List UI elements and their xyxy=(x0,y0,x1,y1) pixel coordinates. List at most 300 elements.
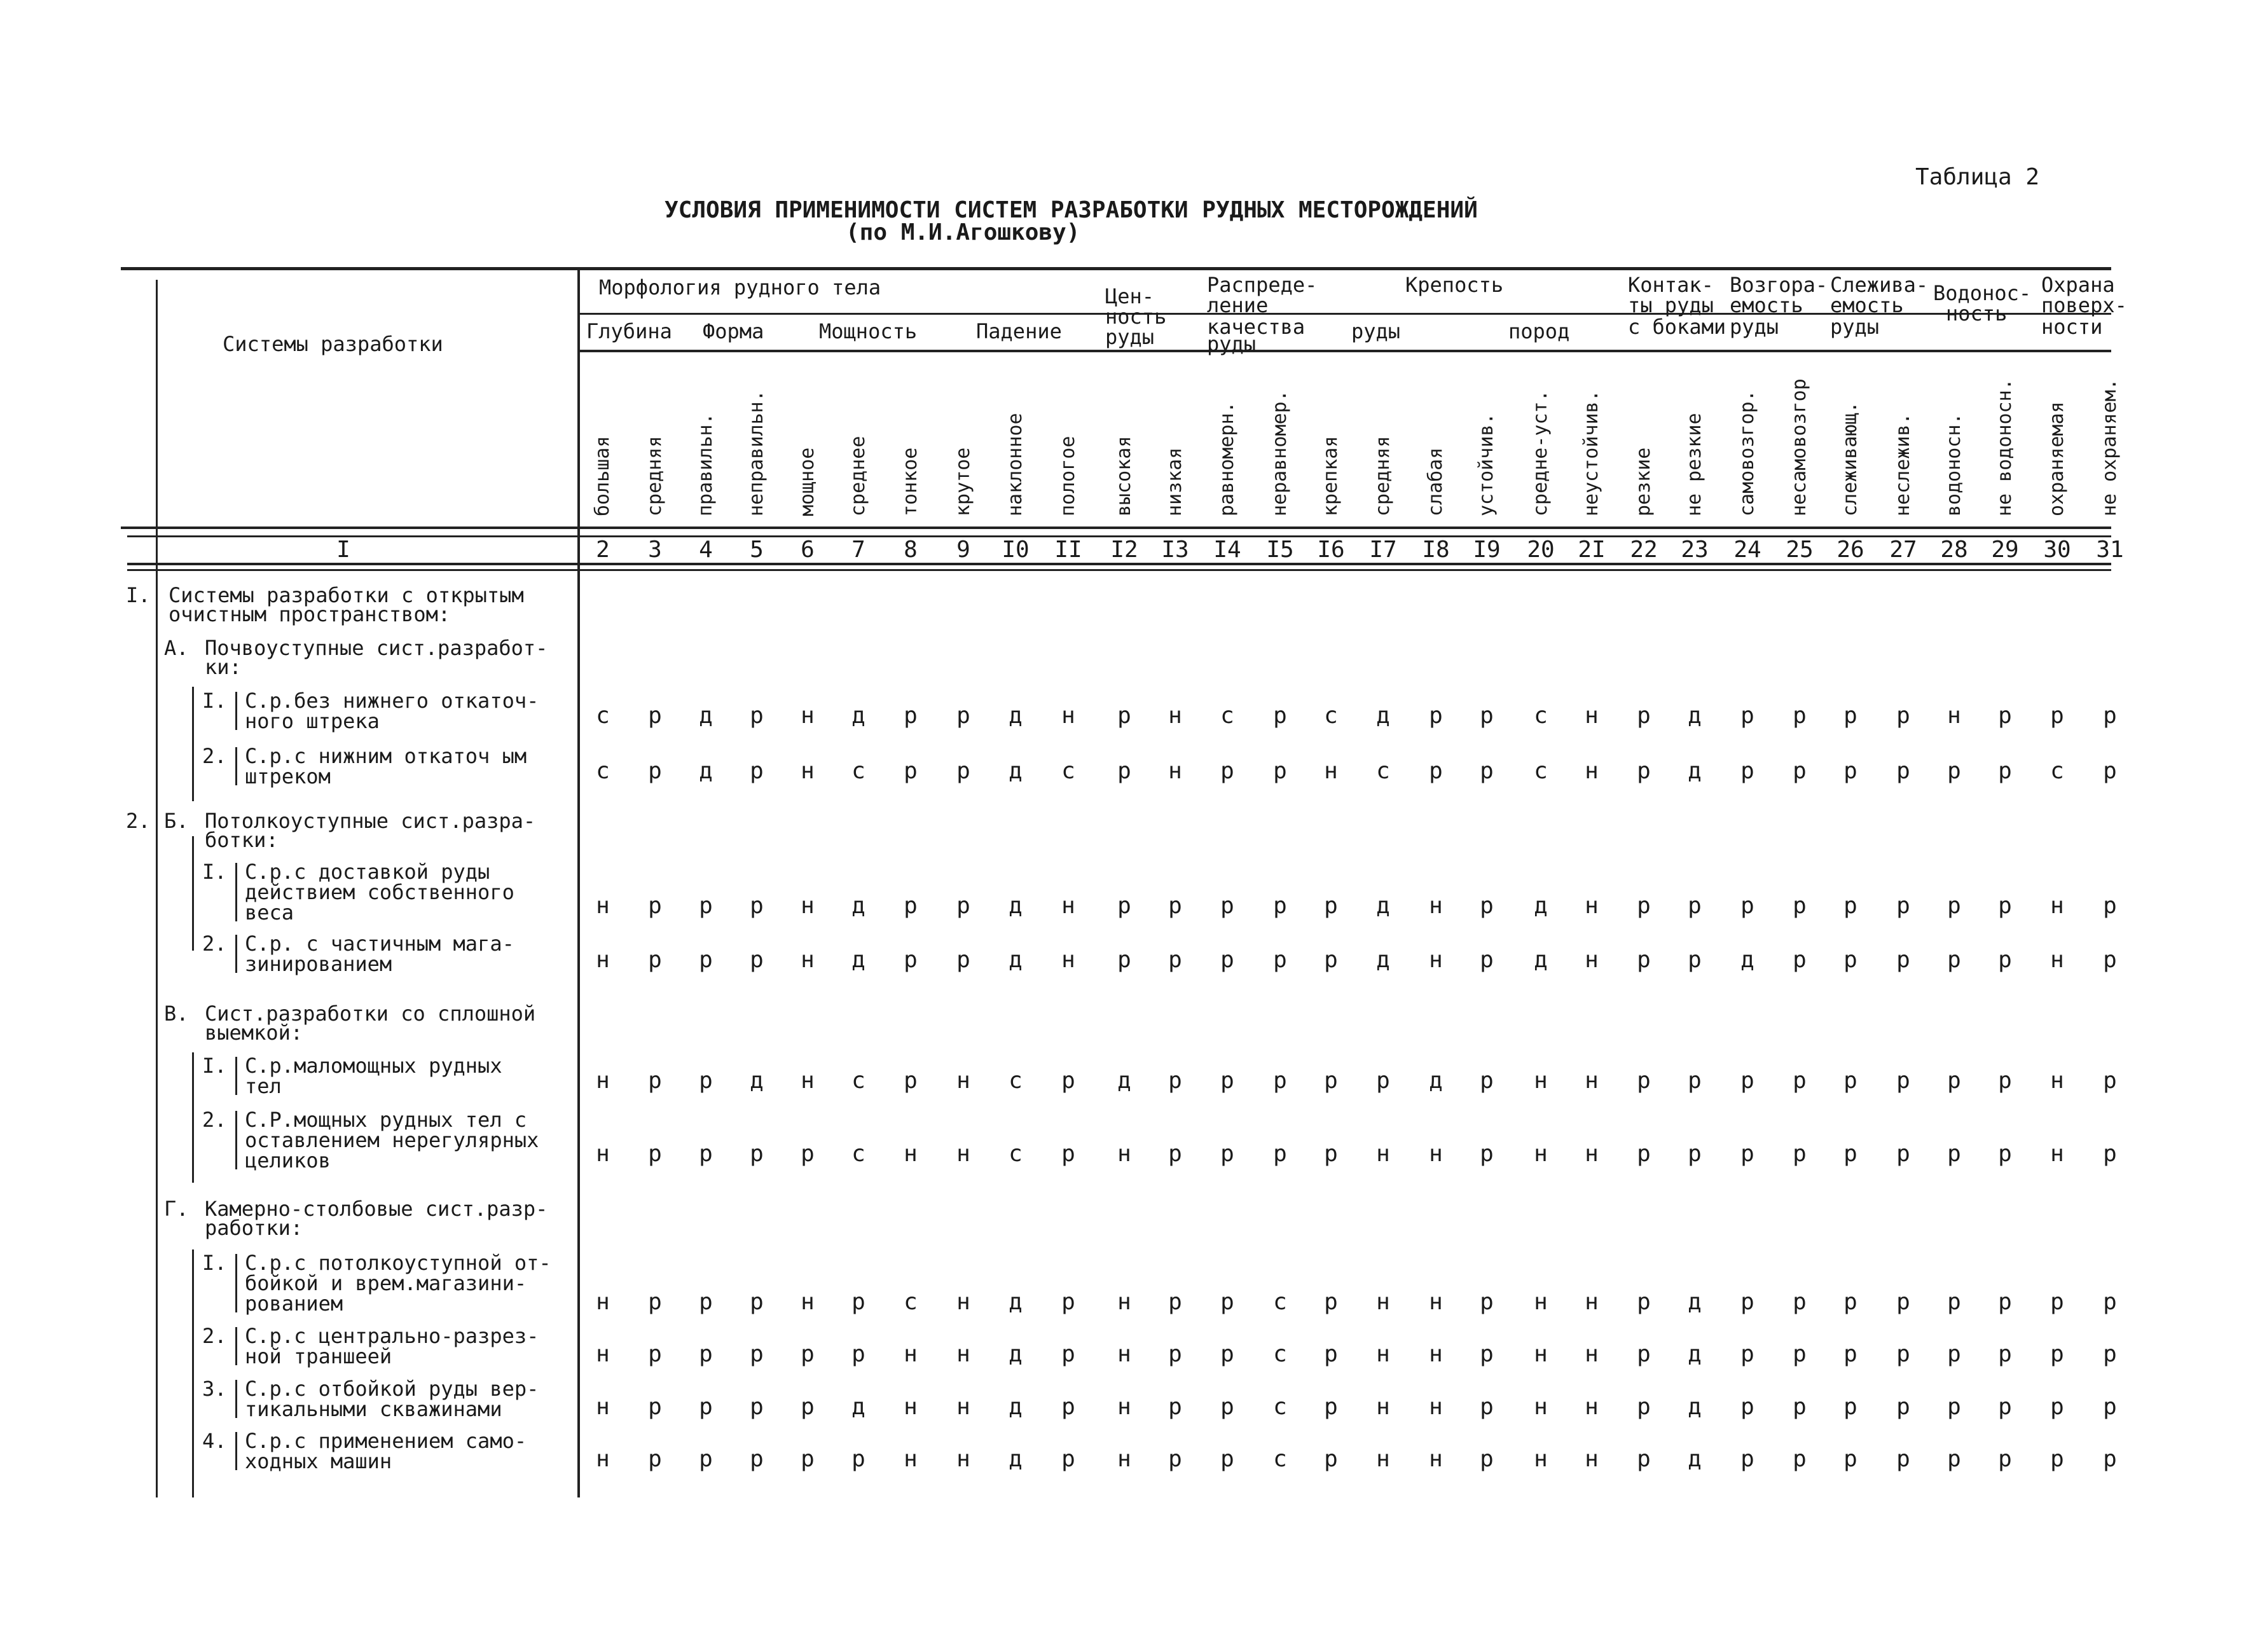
table-cell: р xyxy=(1947,1068,1961,1094)
table-cell: р xyxy=(750,893,764,919)
table-cell: р xyxy=(1896,1068,1910,1094)
table-label: Таблица 2 xyxy=(1915,164,2040,190)
table-cell: р xyxy=(1480,1289,1494,1315)
table-cell: р xyxy=(2103,1394,2117,1420)
table-cell: р xyxy=(750,947,764,973)
table-cell: с xyxy=(1273,1289,1287,1315)
table-cell: р xyxy=(1896,947,1910,973)
table-cell: с xyxy=(1534,703,1548,729)
table-cell: д xyxy=(1688,703,1702,729)
table-cell: р xyxy=(648,758,662,784)
column-number: 2 xyxy=(596,537,610,563)
header-distrib-1: Распреде- xyxy=(1207,273,1318,297)
table-cell: н xyxy=(1117,1289,1131,1315)
table-cell: р xyxy=(1220,1446,1234,1472)
table-cell: р xyxy=(1843,1394,1857,1420)
column-number: 22 xyxy=(1630,537,1658,563)
table-cell: р xyxy=(1843,1446,1857,1472)
table-cell: н xyxy=(2050,1068,2064,1094)
table-cell: д xyxy=(1688,1289,1702,1315)
row-label-divider xyxy=(235,1327,237,1365)
table-cell: р xyxy=(1637,1446,1651,1472)
table-cell: р xyxy=(1740,1141,1754,1167)
column-number: I3 xyxy=(1161,537,1189,563)
table-cell: р xyxy=(699,893,713,919)
column-header-8: тонкое xyxy=(899,447,921,516)
table-cell: д xyxy=(699,758,713,784)
section-g-line1: Камерно-столбовые сист.разр- xyxy=(205,1197,548,1221)
header-contacts-2: ты руды xyxy=(1628,293,1714,317)
column-header-10: наклонное xyxy=(1004,413,1026,516)
column-header-23: не резкие xyxy=(1683,413,1705,516)
table-cell: н xyxy=(1534,1446,1548,1472)
sect-b-vertical xyxy=(192,836,194,951)
table-cell: р xyxy=(1843,1141,1857,1167)
row-label-line: ного штрека xyxy=(245,709,380,733)
table-cell: р xyxy=(1168,1446,1182,1472)
table-cell: р xyxy=(1793,1068,1807,1094)
table-cell: н xyxy=(596,1068,610,1094)
column-header-27: неслежив. xyxy=(1892,413,1914,516)
column-header-30: охраняемая xyxy=(2046,401,2068,516)
table-cell: р xyxy=(1740,703,1754,729)
column-header-31: не охраняем. xyxy=(2098,378,2121,516)
table-cell: р xyxy=(801,1394,815,1420)
table-cell: н xyxy=(1429,1341,1443,1367)
table-cell: р xyxy=(1637,703,1651,729)
column-header-26: слеживающ. xyxy=(1839,401,1861,516)
column-header-14: равномерн. xyxy=(1216,401,1238,516)
table-cell: н xyxy=(1585,947,1599,973)
column-number: 6 xyxy=(801,537,815,563)
table-cell: р xyxy=(1273,758,1287,784)
table-cell: д xyxy=(750,1068,764,1094)
table-cell: р xyxy=(2103,893,2117,919)
table-cell: р xyxy=(1220,1341,1234,1367)
section-2-num: 2. xyxy=(126,809,151,833)
table-cell: р xyxy=(1740,1068,1754,1094)
table-cell: н xyxy=(1061,893,1075,919)
column-number: 30 xyxy=(2043,537,2071,563)
table-cell: д xyxy=(1009,1289,1023,1315)
table-cell: н xyxy=(904,1341,918,1367)
table-cell: р xyxy=(1480,893,1494,919)
table-cell: р xyxy=(1273,703,1287,729)
header-morphology: Морфология рудного тела xyxy=(599,275,881,299)
row-index: 4. xyxy=(202,1429,227,1453)
column-header-4: правильн. xyxy=(694,413,717,516)
table-cell: р xyxy=(1429,703,1443,729)
table-cell: р xyxy=(1998,893,2012,919)
table-cell: р xyxy=(1061,1446,1075,1472)
header-thickness: Мощность xyxy=(819,319,918,343)
column-header-24: самовозгор. xyxy=(1736,390,1758,516)
header-form: Форма xyxy=(703,319,764,343)
table-cell: н xyxy=(1429,1141,1443,1167)
column-number: I9 xyxy=(1473,537,1501,563)
column-number: 8 xyxy=(904,537,918,563)
table-cell: р xyxy=(1061,1341,1075,1367)
systems-vertical xyxy=(577,267,580,1497)
row-index: 2. xyxy=(202,1108,227,1132)
column-header-5: неправильн. xyxy=(745,390,768,516)
table-cell: н xyxy=(1585,1394,1599,1420)
table-cell: р xyxy=(956,947,970,973)
column-header-9: крутое xyxy=(952,447,974,516)
table-cell: р xyxy=(750,1141,764,1167)
table-cell: н xyxy=(1168,703,1182,729)
table-cell: р xyxy=(1324,1141,1338,1167)
column-number: 3 xyxy=(648,537,662,563)
table-cell: н xyxy=(1534,1289,1548,1315)
table-cell: р xyxy=(699,947,713,973)
table-cell: д xyxy=(1009,703,1023,729)
header-water-2: ность xyxy=(1946,301,2008,326)
section-v-line1: Сист.разработки со сплошной xyxy=(205,1002,536,1026)
table-cell: р xyxy=(1376,1068,1390,1094)
table-cell: р xyxy=(801,1446,815,1472)
table-cell: н xyxy=(2050,947,2064,973)
column-header-16: крепкая xyxy=(1319,436,1342,516)
row-index: I. xyxy=(202,1251,227,1275)
table-cell: н xyxy=(596,1289,610,1315)
table-cell: н xyxy=(801,1289,815,1315)
table-cell: р xyxy=(699,1341,713,1367)
table-cell: н xyxy=(956,1068,970,1094)
table-cell: н xyxy=(1429,1394,1443,1420)
column-header-2: большая xyxy=(591,436,614,516)
table-cell: р xyxy=(1843,947,1857,973)
table-cell: н xyxy=(596,947,610,973)
table-cell: р xyxy=(1637,1394,1651,1420)
table-cell: н xyxy=(1117,1394,1131,1420)
section-a-line2: ки: xyxy=(205,655,242,679)
table-cell: р xyxy=(956,703,970,729)
row-label-divider xyxy=(235,863,237,921)
table-cell: р xyxy=(1688,947,1702,973)
column-header-6: мощное xyxy=(796,447,818,516)
row-label-divider xyxy=(235,692,237,730)
table-cell: р xyxy=(648,1289,662,1315)
table-cell: н xyxy=(596,1341,610,1367)
row-label-divider xyxy=(235,1254,237,1312)
table-cell: н xyxy=(956,1394,970,1420)
header-bottom-rule xyxy=(121,527,2111,529)
table-cell: р xyxy=(1061,1289,1075,1315)
table-cell: р xyxy=(1220,1289,1234,1315)
table-cell: р xyxy=(1168,1141,1182,1167)
left-vertical xyxy=(156,280,158,1497)
table-cell: н xyxy=(1061,947,1075,973)
table-cell: н xyxy=(801,758,815,784)
vertical-headers-rule xyxy=(580,350,2111,352)
table-cell: р xyxy=(2103,1068,2117,1094)
table-cell: р xyxy=(1220,1394,1234,1420)
row-label-line: С.р.с потолкоуступной от- xyxy=(245,1251,551,1275)
table-cell: р xyxy=(1947,1141,1961,1167)
header-strength-rock: пород xyxy=(1508,319,1570,343)
table-cell: р xyxy=(750,1341,764,1367)
row-index: I. xyxy=(202,689,227,713)
table-cell: р xyxy=(1793,758,1807,784)
table-cell: р xyxy=(2103,947,2117,973)
table-cell: р xyxy=(1637,947,1651,973)
header-distrib-3: качества xyxy=(1207,315,1306,339)
table-title: УСЛОВИЯ ПРИМЕНИМОСТИ СИСТЕМ РАЗРАБОТКИ РУДНЫХ МЕСТОРОЖДЕНИЙ xyxy=(665,197,1478,223)
table-cell: р xyxy=(2103,1141,2117,1167)
table-cell: д xyxy=(851,893,865,919)
column-number: 27 xyxy=(1889,537,1917,563)
table-cell: н xyxy=(1376,1394,1390,1420)
table-cell: р xyxy=(1480,1141,1494,1167)
table-cell: р xyxy=(699,1394,713,1420)
table-cell: н xyxy=(596,1446,610,1472)
table-cell: р xyxy=(1740,1289,1754,1315)
table-cell: д xyxy=(1429,1068,1443,1094)
table-cell: р xyxy=(2103,703,2117,729)
row-label-line: С.Р.мощных рудных тел с xyxy=(245,1108,527,1132)
column-number: 4 xyxy=(699,537,713,563)
column-header-19: устойчив. xyxy=(1475,413,1498,516)
table-cell: н xyxy=(1376,1341,1390,1367)
column-number: 7 xyxy=(851,537,865,563)
table-cell: р xyxy=(1998,1341,2012,1367)
table-cell: р xyxy=(1324,1446,1338,1472)
table-cell: с xyxy=(1534,758,1548,784)
row-index: I. xyxy=(202,860,227,884)
column-number: I0 xyxy=(1002,537,1030,563)
row-label-line: С.р.с нижним откаточ ым xyxy=(245,744,527,768)
section-v-line2: выемкой: xyxy=(205,1021,303,1045)
row-label-divider xyxy=(235,1111,237,1169)
table-cell: р xyxy=(1998,758,2012,784)
header-surface-1: Охрана xyxy=(2041,273,2115,297)
table-cell: д xyxy=(1009,1341,1023,1367)
table-cell: р xyxy=(1947,1446,1961,1472)
table-cell: р xyxy=(1117,703,1131,729)
table-cell: р xyxy=(2103,1289,2117,1315)
column-number: 9 xyxy=(956,537,970,563)
header-value-3: руды xyxy=(1105,325,1155,349)
row-label-line: зинированием xyxy=(245,952,392,976)
header-ignit-1: Возгора- xyxy=(1730,273,1828,297)
table-cell: р xyxy=(851,1341,865,1367)
table-cell: р xyxy=(1740,1341,1754,1367)
header-caking-2: емость xyxy=(1830,293,1904,317)
row-label-line: С.р. с частичным мага- xyxy=(245,932,514,956)
table-cell: р xyxy=(1688,1141,1702,1167)
table-cell: р xyxy=(1061,1141,1075,1167)
table-cell: с xyxy=(1220,703,1234,729)
table-cell: н xyxy=(1585,1446,1599,1472)
table-cell: р xyxy=(1998,1068,2012,1094)
table-cell: н xyxy=(1534,1141,1548,1167)
table-cell: д xyxy=(1009,1446,1023,1472)
table-cell: д xyxy=(1009,893,1023,919)
table-cell: н xyxy=(1117,1141,1131,1167)
column-header-25: несамовозгор xyxy=(1788,378,1810,516)
table-cell: н xyxy=(904,1446,918,1472)
section-1-line2: очистным пространством: xyxy=(169,602,451,626)
table-cell: р xyxy=(1896,1289,1910,1315)
sect-a-vertical xyxy=(192,687,194,801)
table-cell: р xyxy=(1168,947,1182,973)
table-cell: р xyxy=(1843,758,1857,784)
table-cell: д xyxy=(1009,947,1023,973)
table-cell: д xyxy=(1688,1394,1702,1420)
column-header-13: низкая xyxy=(1164,447,1186,516)
column-number: 20 xyxy=(1527,537,1555,563)
table-cell: н xyxy=(1324,758,1338,784)
table-cell: р xyxy=(1740,893,1754,919)
table-cell: н xyxy=(801,703,815,729)
table-cell: н xyxy=(801,947,815,973)
row-label-line: действием собственного xyxy=(245,880,514,904)
table-cell: р xyxy=(648,703,662,729)
table-cell: д xyxy=(851,1394,865,1420)
row-label-line: С.р.с отбойкой руды вер- xyxy=(245,1377,539,1401)
table-cell: н xyxy=(904,1141,918,1167)
row-label-divider xyxy=(235,747,237,785)
table-cell: р xyxy=(1843,1341,1857,1367)
column-number: 23 xyxy=(1681,537,1709,563)
column-number: 24 xyxy=(1733,537,1761,563)
table-cell: с xyxy=(851,1141,865,1167)
row-label-line: веса xyxy=(245,900,294,925)
header-surface-3: ности xyxy=(2041,315,2103,339)
table-cell: р xyxy=(648,1446,662,1472)
table-cell: д xyxy=(1376,947,1390,973)
table-cell: р xyxy=(1168,1394,1182,1420)
table-cell: д xyxy=(699,703,713,729)
header-strength: Крепость xyxy=(1405,273,1504,297)
header-surface-2: поверх- xyxy=(2041,293,2127,317)
table-cell: р xyxy=(1324,893,1338,919)
table-cell: р xyxy=(1480,1394,1494,1420)
table-cell: р xyxy=(648,893,662,919)
table-cell: д xyxy=(1688,758,1702,784)
table-cell: д xyxy=(1117,1068,1131,1094)
header-caking-3: руды xyxy=(1830,315,1880,339)
table-cell: р xyxy=(699,1289,713,1315)
table-cell: р xyxy=(1793,1446,1807,1472)
table-cell: н xyxy=(1534,1394,1548,1420)
table-cell: р xyxy=(648,947,662,973)
table-cell: р xyxy=(904,1068,918,1094)
table-cell: р xyxy=(2103,1446,2117,1472)
numbers-bottom-rule xyxy=(127,563,2111,565)
section-g-letter: Г. xyxy=(164,1197,189,1221)
table-cell: р xyxy=(1324,1068,1338,1094)
table-cell: р xyxy=(1480,1341,1494,1367)
header-value-1: Цен- xyxy=(1105,284,1155,308)
table-cell: р xyxy=(801,1141,815,1167)
table-cell: д xyxy=(1534,893,1548,919)
table-cell: р xyxy=(1896,1141,1910,1167)
table-cell: н xyxy=(1585,1341,1599,1367)
top-rule xyxy=(121,267,2111,270)
table-cell: р xyxy=(1947,1341,1961,1367)
column-number: 25 xyxy=(1786,537,1814,563)
table-cell: с xyxy=(1061,758,1075,784)
sect-v-vertical xyxy=(192,1052,194,1183)
table-cell: р xyxy=(2103,1341,2117,1367)
table-cell: р xyxy=(648,1141,662,1167)
column-number: I5 xyxy=(1266,537,1294,563)
table-cell: д xyxy=(1688,1446,1702,1472)
table-cell: н xyxy=(1376,1141,1390,1167)
table-cell: р xyxy=(2050,1394,2064,1420)
table-cell: н xyxy=(1585,1289,1599,1315)
table-cell: р xyxy=(1480,1446,1494,1472)
table-cell: с xyxy=(2050,758,2064,784)
column-header-29: не водоносн. xyxy=(1994,378,2016,516)
table-cell: н xyxy=(596,1394,610,1420)
table-cell: р xyxy=(1637,1068,1651,1094)
row-index: 3. xyxy=(202,1377,227,1401)
table-cell: н xyxy=(1429,947,1443,973)
table-cell: р xyxy=(1117,893,1131,919)
table-cell: р xyxy=(1793,1394,1807,1420)
table-cell: н xyxy=(1585,893,1599,919)
header-caking-1: Слежива- xyxy=(1830,273,1929,297)
table-cell: н xyxy=(1585,1141,1599,1167)
column-number: I4 xyxy=(1213,537,1241,563)
column-header-17: средняя xyxy=(1372,436,1394,516)
column-header-7: среднее xyxy=(847,436,869,516)
table-cell: с xyxy=(1324,703,1338,729)
table-cell: н xyxy=(2050,893,2064,919)
row-label-divider xyxy=(235,935,237,973)
row-label-line: ходных машин xyxy=(245,1449,392,1473)
table-cell: с xyxy=(851,1068,865,1094)
table-cell: н xyxy=(1376,1446,1390,1472)
column-number: I7 xyxy=(1369,537,1397,563)
table-cell: с xyxy=(1273,1394,1287,1420)
table-cell: р xyxy=(1273,947,1287,973)
row-label-line: тел xyxy=(245,1074,282,1098)
table-cell: р xyxy=(1998,947,2012,973)
table-cell: р xyxy=(1998,703,2012,729)
header-distrib-4: руды xyxy=(1207,332,1257,356)
table-cell: р xyxy=(1117,947,1131,973)
table-cell: р xyxy=(750,1446,764,1472)
table-cell: р xyxy=(1637,758,1651,784)
table-cell: р xyxy=(1947,1289,1961,1315)
table-cell: н xyxy=(1585,703,1599,729)
table-cell: р xyxy=(801,1341,815,1367)
table-cell: р xyxy=(1896,1446,1910,1472)
table-cell: р xyxy=(1793,1341,1807,1367)
section-v-letter: В. xyxy=(164,1002,189,1026)
section-b-line1: Потолкоуступные сист.разра- xyxy=(205,809,536,833)
table-cell: р xyxy=(1220,893,1234,919)
table-cell: с xyxy=(596,703,610,729)
table-cell: д xyxy=(851,703,865,729)
table-cell: н xyxy=(1429,1446,1443,1472)
table-cell: р xyxy=(956,758,970,784)
table-cell: р xyxy=(1688,1068,1702,1094)
row-label-line: ной траншеей xyxy=(245,1344,392,1368)
row-label-line: С.р.маломощных рудных xyxy=(245,1054,502,1078)
table-cell: д xyxy=(1740,947,1754,973)
table-cell: р xyxy=(648,1068,662,1094)
column-number: 26 xyxy=(1836,537,1864,563)
table-cell: д xyxy=(1376,703,1390,729)
table-cell: р xyxy=(699,1141,713,1167)
table-cell: р xyxy=(1429,758,1443,784)
header-value-2: ность xyxy=(1105,305,1167,329)
